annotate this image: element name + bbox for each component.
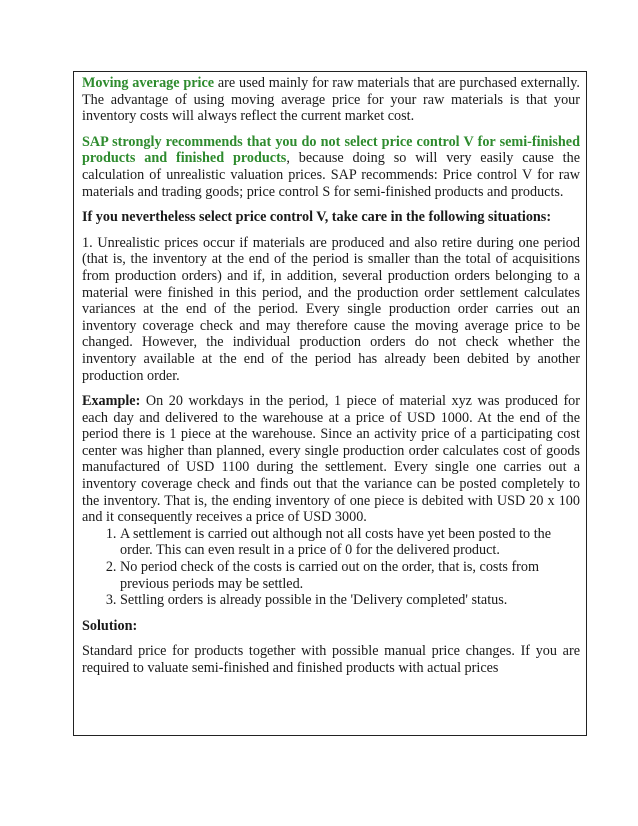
list-item: 2. No period check of the costs is carried out on the order, that is, costs from previous periods may be settled. — [120, 559, 580, 592]
situations-list — [82, 526, 580, 609]
solution-heading: Solution: — [82, 617, 138, 634]
paragraph-text: , because doing so will very easily cause the calculation of unrealistic valuation prices. SAP recommends: Price control V for raw materials and trading goods; price control S for semi-finished products and products. — [82, 150, 580, 200]
paragraph-unrealistic-prices: 1. Unrealistic prices occur if materials are produced and also retire during one period (that is, the inventory at the end of the period is smaller than the total of acquisitions from production orders) and if, in addition, several production orders belonging to a material were finished in this period, and the production order settlement calculates variances at the end of the period. Every single production order carries out an inventory coverage check and may therefore cause the moving average price to be changed. However, the individual production orders do not check whether the inventory available at the end of the period has already been debited by another production order. — [82, 234, 580, 384]
paragraph-text: are used mainly for raw materials that are purchased externally. The advantage of using moving average price for your raw materials is that your inventory costs will always reflect the current market cost. — [82, 75, 580, 125]
paragraph-solution: Standard price for products together with possible manual price changes. If you are required to valuate semi-finished and finished products with actual prices — [82, 643, 580, 676]
example-label: Example: — [82, 393, 141, 410]
paragraph-moving-average — [82, 75, 580, 125]
section-heading-price-control-v: If you nevertheless select price control V, take care in the following situations: — [82, 209, 552, 226]
paragraph-sap-recommendation — [82, 134, 580, 200]
list-item: 3. Settling orders is already possible in the 'Delivery completed' status. — [120, 592, 580, 609]
paragraph-example — [82, 393, 580, 526]
list-item: 1. A settlement is carried out although not all costs have yet been posted to the order. This can even result in a price of 0 for the delivered product. — [120, 526, 580, 559]
document-frame — [73, 71, 587, 736]
term-moving-average-price: Moving average price — [82, 75, 215, 91]
sap-recommendation-highlight: SAP strongly recommends that you do not select price control V for semi-finished products and finished products — [82, 133, 580, 167]
paragraph-text: On 20 workdays in the period, 1 piece of material xyz was produced for each day and delivered to the warehouse at a price of USD 1000. At the end of the period there is 1 piece at the warehouse. Since an activity price of a participating cost center was higher than planned, every single production order calculates cost of goods manufactured of USD 1100 during the settlement. Every single one carries out a inventory coverage check and finds out that the variance can be posted completely to the inventory. That is, the ending inventory of one piece is debited with USD 20 x 100 and it consequently receives a price of USD 3000. — [82, 393, 580, 526]
